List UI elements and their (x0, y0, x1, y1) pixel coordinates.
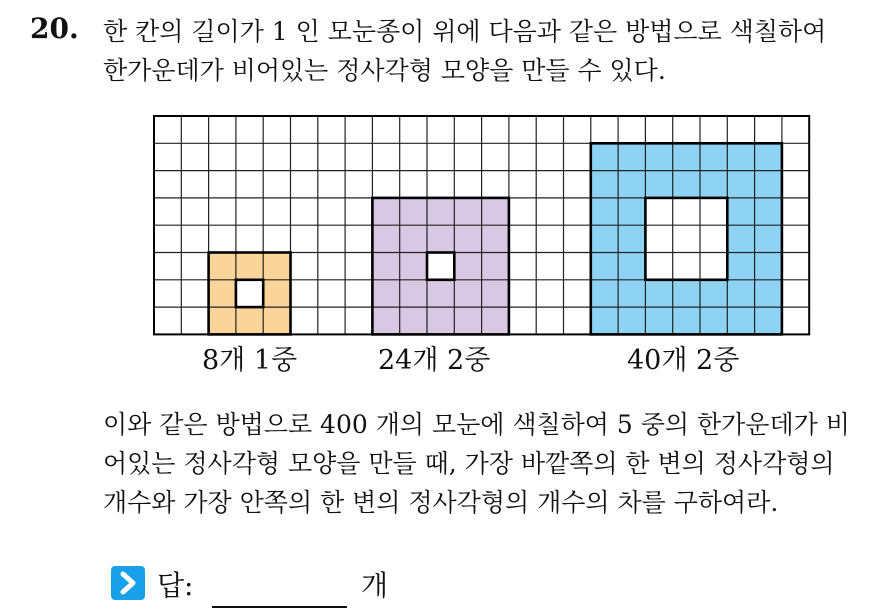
square-blue-cell (755, 307, 782, 334)
square-purple-cell (400, 307, 427, 334)
question-line: 한 칸의 길이가 1 인 모눈종이 위에 다음과 같은 방법으로 색칠하여 (103, 17, 827, 46)
square-blue-cell (727, 198, 754, 225)
square-blue-cell (700, 143, 727, 170)
square-purple-cell (427, 225, 454, 252)
square-blue-cell (755, 143, 782, 170)
square-purple-cell (454, 253, 481, 280)
square-purple-cell (372, 280, 399, 307)
answer-unit: 개 (361, 569, 389, 602)
square-blue-cell (618, 307, 645, 334)
square-orange-cell (263, 253, 290, 280)
problem-line: 개수와 가장 안쪽의 한 변의 정사각형의 개수의 차를 구하여라. (103, 488, 779, 517)
caption-24-2: 24개 2중 (378, 345, 491, 376)
square-purple-cell (454, 198, 481, 225)
square-blue-cell (618, 171, 645, 198)
square-orange-cell (236, 307, 263, 334)
square-blue-cell (591, 143, 618, 170)
problem-text (103, 405, 873, 522)
square-blue-cell (727, 143, 754, 170)
square-blue-cell (700, 171, 727, 198)
chevron-right-icon (111, 566, 145, 600)
square-purple-cell (454, 307, 481, 334)
square-blue-cell (618, 253, 645, 280)
square-blue-inner-outline (645, 198, 727, 280)
square-purple-cell (427, 280, 454, 307)
square-blue-cell (673, 143, 700, 170)
square-blue-cell (618, 280, 645, 307)
square-orange-cell (209, 307, 236, 334)
square-orange-cell (236, 253, 263, 280)
answer-label: 답: (157, 569, 194, 602)
square-blue-cell (755, 171, 782, 198)
square-blue-cell (591, 307, 618, 334)
square-purple-cell (372, 253, 399, 280)
square-blue-cell (645, 307, 672, 334)
question-number: 20. (30, 12, 79, 45)
caption-8-1: 8개 1중 (202, 345, 298, 376)
square-blue-cell (591, 171, 618, 198)
square-blue-cell (727, 171, 754, 198)
square-blue-cell (673, 280, 700, 307)
square-blue-cell (618, 143, 645, 170)
square-orange-inner-outline (236, 280, 263, 307)
square-blue-cell (645, 171, 672, 198)
square-purple-cell (482, 280, 509, 307)
square-purple-cell (400, 253, 427, 280)
square-purple-cell (427, 198, 454, 225)
square-blue-cell (727, 280, 754, 307)
square-blue-cell (700, 280, 727, 307)
square-blue-cell (673, 171, 700, 198)
square-blue-cell (700, 307, 727, 334)
square-blue-cell (591, 253, 618, 280)
answer-blank[interactable] (212, 606, 347, 608)
square-purple-cell (482, 198, 509, 225)
square-orange-cell (263, 280, 290, 307)
square-orange-cell (209, 280, 236, 307)
square-purple-cell (372, 225, 399, 252)
square-blue-cell (591, 198, 618, 225)
square-blue-cell (727, 225, 754, 252)
caption-40-2: 40개 2중 (627, 345, 740, 376)
square-orange-cell (209, 253, 236, 280)
problem-line: 이와 같은 방법으로 400 개의 모눈에 색칠하여 5 중의 한가운데가 비 (103, 410, 850, 439)
square-purple-cell (400, 198, 427, 225)
square-blue-cell (727, 253, 754, 280)
square-blue-cell (591, 225, 618, 252)
square-purple-cell (372, 307, 399, 334)
square-blue-cell (673, 307, 700, 334)
square-purple-cell (482, 307, 509, 334)
square-purple-cell (482, 225, 509, 252)
square-blue-cell (645, 143, 672, 170)
square-purple-cell (400, 280, 427, 307)
square-purple-cell (482, 253, 509, 280)
square-purple-cell (454, 225, 481, 252)
square-blue-cell (755, 253, 782, 280)
square-blue-cell (618, 225, 645, 252)
square-purple-cell (427, 307, 454, 334)
square-blue-cell (755, 198, 782, 225)
square-purple-cell (372, 198, 399, 225)
problem-line: 어있는 정사각형 모양을 만들 때, 가장 바깥쪽의 한 변의 정사각형의 (103, 449, 835, 478)
square-blue-cell (645, 280, 672, 307)
question-line: 한가운데가 비어있는 정사각형 모양을 만들 수 있다. (103, 56, 666, 85)
square-blue-cell (755, 280, 782, 307)
square-orange-cell (263, 307, 290, 334)
square-blue-cell (618, 198, 645, 225)
square-purple-inner-outline (427, 253, 454, 280)
square-blue-cell (755, 225, 782, 252)
square-purple-cell (400, 225, 427, 252)
square-blue-cell (727, 307, 754, 334)
square-purple-cell (454, 280, 481, 307)
square-blue-cell (591, 280, 618, 307)
